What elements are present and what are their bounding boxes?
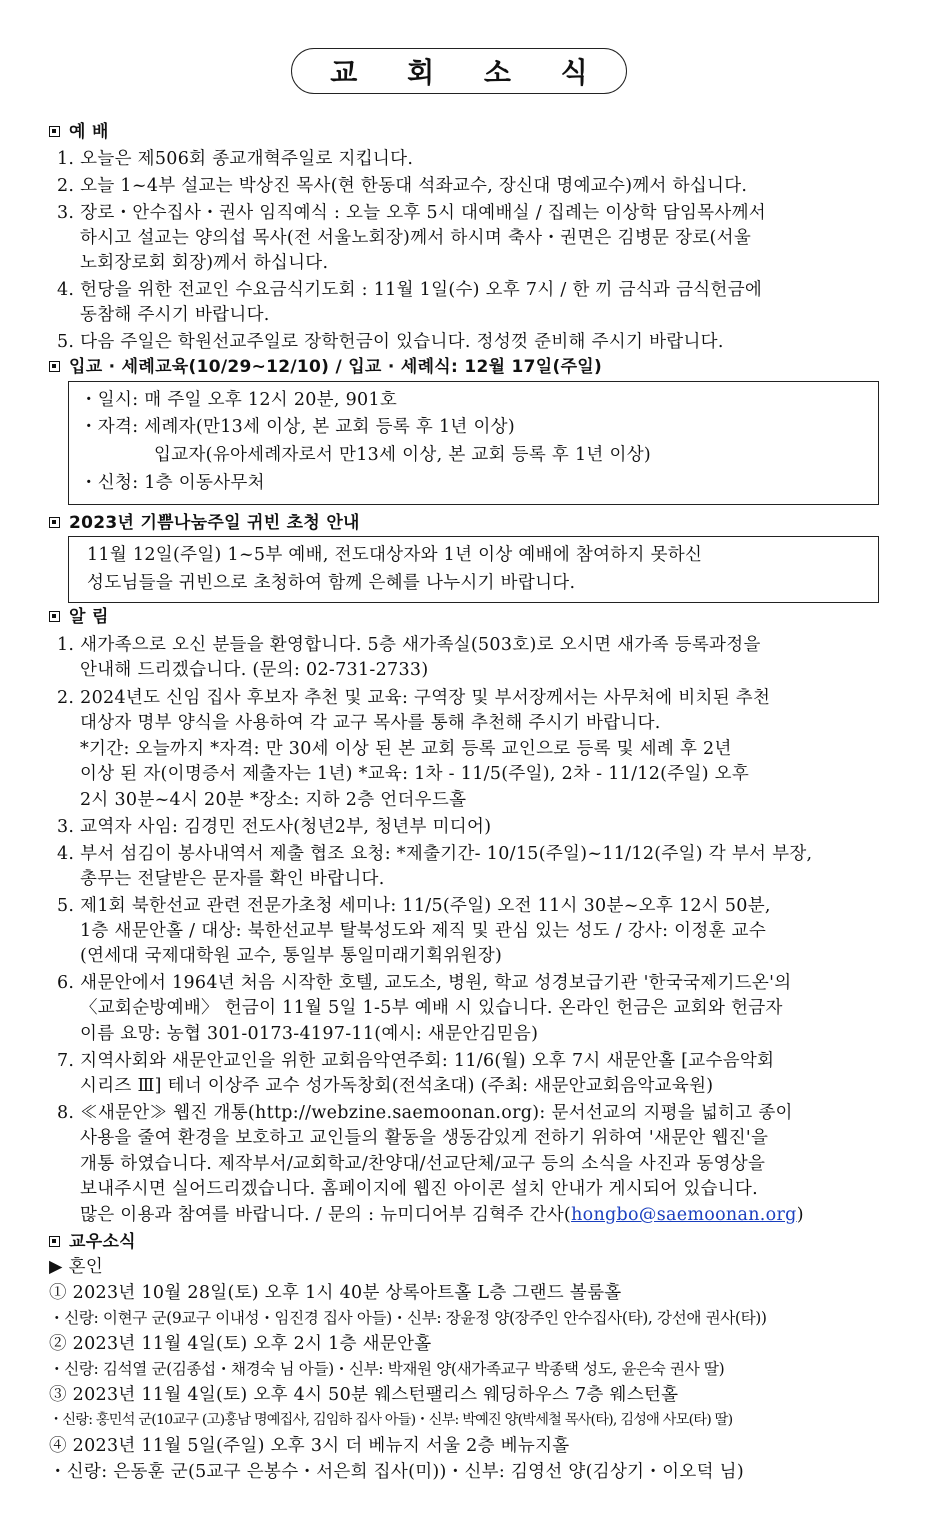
wedding-line: ① 2023년 10월 28일(토) 오후 1시 40분 상록아트홀 L층 그랜드 볼룸홀 xyxy=(49,1283,622,1303)
confirmation-line: ・신청: 1층 이동사무처 xyxy=(80,473,265,493)
confirmation-line: ・자격: 세례자(만13세 이상, 본 교회 등록 후 1년 이상) xyxy=(80,417,516,437)
notice-line-contact xyxy=(80,1203,804,1227)
notice-contact-text: 많은 이용과 참여를 바랍니다. / 문의 : 뉴미디어부 김혁주 간사( xyxy=(80,1205,572,1225)
notice-line: 개통 하였습니다. 제작부서/교회학교/찬양대/선교단체/교구 등의 소식을 사진과 동영상을 xyxy=(80,1154,766,1174)
worship-line: 동참해 주시기 바랍니다. xyxy=(80,305,270,325)
square-bullet-icon xyxy=(49,126,60,137)
page-title xyxy=(291,48,627,94)
notice-line: 안내해 드리겠습니다. (문의: 02-731-2733) xyxy=(80,660,429,680)
notice-line: 〈교회순방예배〉 헌금이 11월 5일 1-5부 예배 시 있습니다. 온라인 헌금은 교회와 헌금자 xyxy=(80,998,783,1018)
square-bullet-icon xyxy=(49,361,60,372)
section-heading-sharing xyxy=(49,511,360,535)
notice-line: 보내주시면 실어드리겠습니다. 홈페이지에 웹진 아이콘 설치 안내가 게시되어 있습니다. xyxy=(80,1179,759,1199)
square-bullet-icon xyxy=(49,611,60,622)
sharing-line: 11월 12일(주일) 1~5부 예배, 전도대상자와 1년 이상 예배에 참여하지 못하신 xyxy=(87,545,703,565)
square-bullet-icon xyxy=(49,517,60,528)
section-heading-notice xyxy=(49,605,109,629)
notice-line: 사용을 줄여 환경을 보호하고 교인들의 활동을 생동감있게 전하기 위하여 '새문안 웹진'을 xyxy=(80,1128,769,1148)
wedding-line: ・신랑: 이현구 군(9교구 이내성・임진경 집사 아들)・신부: 장윤정 양(장주인 안수집사(타), 강선애 권사(타)) xyxy=(49,1309,767,1327)
section-heading-confirmation xyxy=(49,355,602,379)
notice-line: 3. 교역자 사임: 김경민 전도사(청년2부, 청년부 미디어) xyxy=(57,817,492,837)
section-heading-text: 알 림 xyxy=(69,607,109,627)
wedding-line: ② 2023년 11월 4일(토) 오후 2시 1층 새문안홀 xyxy=(49,1334,432,1354)
notice-line: 5. 제1회 북한선교 관련 전문가초청 세미나: 11/5(주일) 오전 11시 30분~오후 12시 50분, xyxy=(57,896,771,916)
worship-line: 노회장로회 회장)께서 하십니다. xyxy=(80,253,329,273)
notice-line: 6. 새문안에서 1964년 처음 시작한 호텔, 교도소, 병원, 학교 성경보급기관 '한국국제기드온'의 xyxy=(57,973,792,993)
notice-line: 1층 새문안홀 / 대상: 북한선교부 탈북성도와 제직 및 관심 있는 성도 / 강사: 이정훈 교수 xyxy=(80,921,767,941)
worship-line: 2. 오늘 1~4부 설교는 박상진 목사(현 한동대 석좌교수, 장신대 명예교수)께서 하십니다. xyxy=(57,176,748,196)
notice-line: 4. 부서 섬김이 봉사내역서 제출 협조 요청: *제출기간- 10/15(주일)~11/12(주일) 각 부서 부장, xyxy=(57,844,813,864)
wedding-line: ・신랑: 은동훈 군(5교구 은봉수・서은희 집사(미))・신부: 김영선 양(김상기・이오덕 님) xyxy=(49,1462,744,1482)
notice-line: 대상자 명부 양식을 사용하여 각 교구 목사를 통해 추천해 주시기 바랍니다. xyxy=(80,713,661,733)
section-heading-text: 2023년 기쁨나눔주일 귀빈 초청 안내 xyxy=(69,513,360,533)
notice-line: 시리즈 Ⅲ] 테너 이상주 교수 성가독창회(전석초대) (주최: 새문안교회음악교육원) xyxy=(80,1076,714,1096)
notice-line: *기간: 오늘까지 *자격: 만 30세 이상 된 본 교회 등록 교인으로 등록 및 세례 후 2년 xyxy=(80,739,732,759)
email-link[interactable]: hongbo@saemoonan.org xyxy=(571,1205,797,1225)
notice-line: 7. 지역사회와 새문안교인을 위한 교회음악연주회: 11/6(월) 오후 7시 새문안홀 [교수음악회 xyxy=(57,1051,775,1071)
notice-line: 이상 된 자(이명증서 제출자는 1년) *교육: 1차 - 11/5(주일), 2차 - 11/12(주일) 오후 xyxy=(80,764,750,784)
confirmation-line: ・일시: 매 주일 오후 12시 20분, 901호 xyxy=(80,390,398,410)
worship-line: 5. 다음 주일은 학원선교주일로 장학헌금이 있습니다. 정성껏 준비해 주시기 바랍니다. xyxy=(57,332,724,352)
worship-line: 하시고 설교는 양의섭 목사(전 서울노회장)께서 하시며 축사・권면은 김병문 장로(서울 xyxy=(80,228,752,248)
notice-line: (연세대 국제대학원 교수, 통일부 통일미래기획위원장) xyxy=(80,946,503,966)
worship-line: 4. 헌당을 위한 전교인 수요금식기도회 : 11월 1일(수) 오후 7시 / 한 끼 금식과 금식헌금에 xyxy=(57,280,763,300)
sharing-line: 성도님들을 귀빈으로 초청하여 함께 은혜를 나누시기 바랍니다. xyxy=(87,573,576,593)
worship-line: 1. 오늘은 제506회 종교개혁주일로 지킵니다. xyxy=(57,149,414,169)
notice-line: 1. 새가족으로 오신 분들을 환영합니다. 5층 새가족실(503호)로 오시면 새가족 등록과정을 xyxy=(57,635,761,655)
wedding-line: ④ 2023년 11월 5일(주일) 오후 3시 더 베뉴지 서울 2층 베뉴지홀 xyxy=(49,1436,570,1456)
section-heading-worship xyxy=(49,120,109,144)
section-heading-text: 입교 · 세례교육(10/29~12/10) / 입교 · 세례식: 12월 17일(주일) xyxy=(69,357,603,377)
wedding-line: ・신랑: 김석열 군(김종섭・채경숙 님 아들)・신부: 박재원 양(새가족교구 박종택 성도, 윤은숙 권사 딸) xyxy=(49,1360,725,1378)
wedding-line: ・신랑: 홍민석 군(10교구 (고)홍남 명예집사, 김임하 집사 아들)・신부: 박예진 양(박세철 목사(타), 김성애 사모(타) 딸) xyxy=(49,1412,733,1428)
notice-line: 2. 2024년도 신임 집사 후보자 추천 및 교육: 구역장 및 부서장께서는 사무처에 비치된 추천 xyxy=(57,688,771,708)
confirmation-line: 입교자(유아세례자로서 만13세 이상, 본 교회 등록 후 1년 이상) xyxy=(154,445,652,465)
notice-contact-close: ) xyxy=(796,1205,804,1225)
worship-line: 3. 장로・안수집사・권사 임직예식 : 오늘 오후 5시 대예배실 / 집례는 이상학 담임목사께서 xyxy=(57,203,766,223)
members-subheading: ▶ 혼인 xyxy=(49,1257,104,1277)
section-heading-members xyxy=(49,1230,136,1254)
notice-line: 이름 요망: 농협 301-0173-4197-11(예시: 새문안김믿음) xyxy=(80,1024,539,1044)
section-heading-text: 교우소식 xyxy=(69,1232,136,1252)
page-title-text: 교 회 소 식 xyxy=(330,56,608,89)
square-bullet-icon xyxy=(49,1236,60,1247)
notice-line: 8. ≪새문안≫ 웹진 개통(http://webzine.saemoonan.org): 문서선교의 지평을 넓히고 종이 xyxy=(57,1103,793,1123)
section-heading-text: 예 배 xyxy=(69,122,109,142)
wedding-line: ③ 2023년 11월 4일(토) 오후 4시 50분 웨스턴팰리스 웨딩하우스 7층 웨스턴홀 xyxy=(49,1385,679,1405)
notice-line: 2시 30분~4시 20분 *장소: 지하 2층 언더우드홀 xyxy=(80,790,467,810)
notice-line: 총무는 전달받은 문자를 확인 바랍니다. xyxy=(80,869,385,889)
